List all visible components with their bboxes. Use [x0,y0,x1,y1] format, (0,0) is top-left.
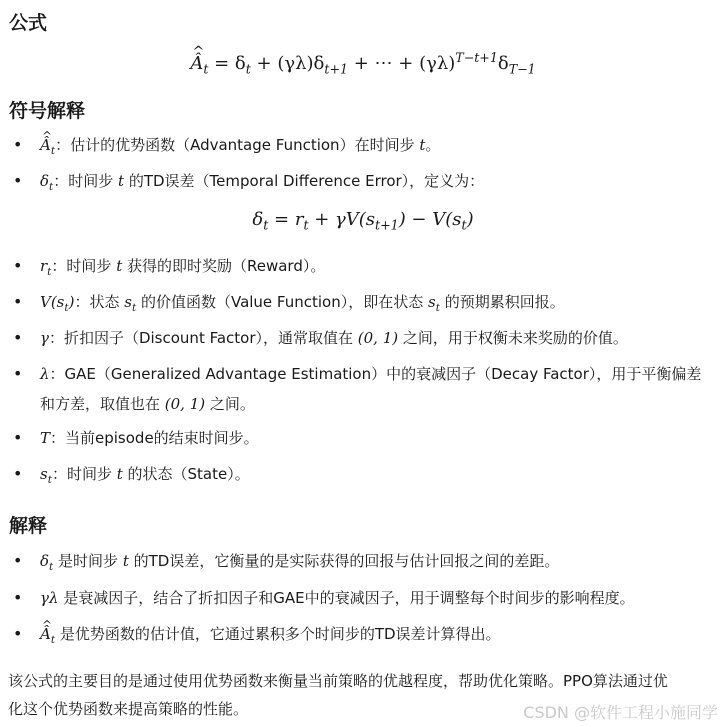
list-item: • γλ 是衰减因子，结合了折扣因子和GAE中的衰减因子，用于调整每个时间步的影响程度。 [40,583,718,613]
explain-heading: 解释 [9,515,48,537]
list-item: • ^ $Â_t$ 是优势函数的估计值，它通过累积多个时间步的TD误差计算得出。 [40,619,718,655]
bullet-icon: • [13,464,23,483]
bullet-icon: • [13,256,23,275]
bullet-icon: • [13,292,23,311]
list-item: • T：当前episode的结束时间步。 [40,423,718,453]
bullet-icon: • [13,328,23,347]
gae-formula: ^ $Â_t = \delta_t + (\gamma\lambda)\delta_{t+1}$ + ⋯ + $(\gamma\lambda)^{T-t+1}\delta_{T-1}$ [0,50,726,77]
summary-paragraph: 该公式的主要目的是通过使用优势函数来衡量当前策略的优越程度，帮助优化策略。PPO算法通过优 化这个优势函数来提高策略的性能。 [8,672,668,718]
bullet-icon: • [13,551,23,570]
td-error-formula: $\delta_t = r_t + \gamma V(s_{t+1}) - V(s_t)$ [252,209,474,233]
list-item: • ^ $Â_t$：估计的优势函数（Advantage Function）在时间步 t。 [40,130,718,166]
list-item: • $r_t$：时间步 t 获得的即时奖励（Reward）。 [40,251,718,287]
bullet-icon: • [13,624,23,643]
watermark: CSDN @软件工程小施同学 [523,703,718,722]
symbols-heading: 符号解释 [9,100,86,122]
list-item: • $s_t$：时间步 t 的状态（State）。 [40,459,718,495]
list-item: • $V(s_t)$：状态 $s_t$ 的价值函数（Value Function），即在状态 $s_t$ 的预期累积回报。 [40,287,718,323]
list-item: • $\delta_t$ 是时间步 t 的TD误差，它衡量的是实际获得的回报与估计回报之间的差距。 [40,546,718,582]
bullet-icon: • [13,428,23,447]
list-item: • γ：折扣因子（Discount Factor），通常取值在 (0, 1) 之间，用于权衡未来奖励的价值。 [40,323,718,353]
bullet-icon: • [13,588,23,607]
list-item: • $\delta_t$：时间步 t 的TD误差（Temporal Difference Error），定义为： [40,166,718,202]
bullet-icon: • [13,171,23,190]
list-item: • λ：GAE（Generalized Advantage Estimation）中的衰减因子（Decay Factor），用于平衡偏差 和方差，取值也在 (0, 1) 之间。 [40,359,718,419]
bullet-icon: • [13,364,23,383]
formula-heading: 公式 [9,12,48,34]
bullet-icon: • [13,135,23,154]
